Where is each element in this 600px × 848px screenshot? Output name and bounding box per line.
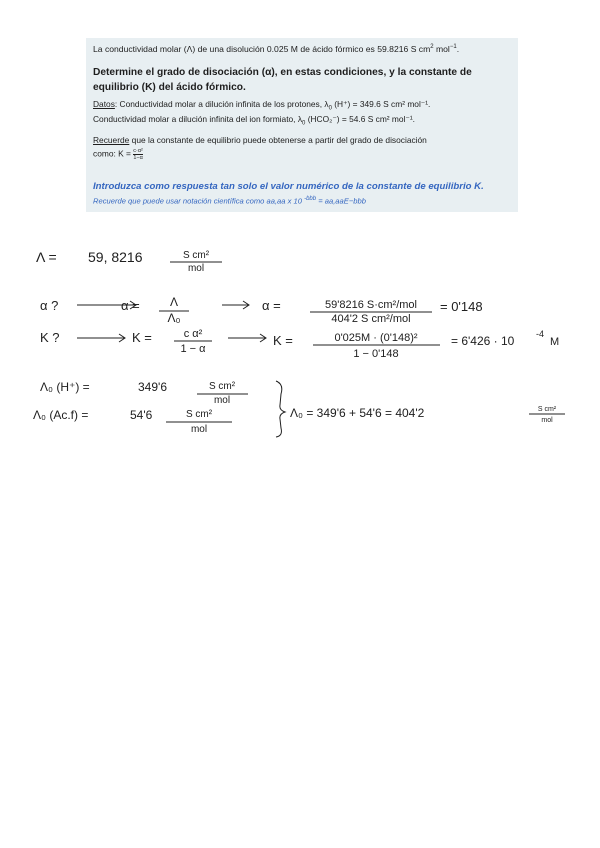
hw-k-result-unit: M bbox=[550, 336, 560, 348]
hw-k-result-exp: -4 bbox=[536, 329, 545, 339]
hw-k-num: c α² bbox=[183, 328, 203, 340]
hw-lambda0-f-value: 54'6 bbox=[130, 408, 153, 422]
hw-unit-num: S cm² bbox=[182, 250, 210, 261]
hw-k-calc-num: 0'025M · (0'148)² bbox=[334, 332, 418, 344]
hw-lambda-lhs: Λ = bbox=[36, 249, 57, 265]
hw-sum-unit-den: mol bbox=[541, 417, 553, 424]
answer-instruction: Introduzca como respuesta tan solo el valor numérico de la constante de equilibrio K. bbox=[93, 181, 484, 192]
hw-alpha-eq2: α = bbox=[262, 298, 281, 313]
hw-alpha-eq: α = bbox=[121, 298, 140, 313]
hw-alpha-calc-num: 59'8216 S·cm²/mol bbox=[325, 299, 417, 311]
hw-unit-den: mol bbox=[187, 263, 205, 274]
hw-sum-unit-num: S cm² bbox=[537, 406, 557, 413]
hw-k-den: 1 − α bbox=[180, 343, 206, 355]
hw-lambda0-f-unit-den: mol bbox=[190, 424, 208, 435]
k-formula-fraction: $\frac{\text{c·α²}}{1-\alpha}$ bbox=[133, 148, 143, 161]
recall-text: Recuerde que la constante de equilibrio puede obtenerse a partir del grado de disociación bbox=[93, 135, 427, 145]
hw-lambda0-h-lhs: Λ₀ (H⁺) = bbox=[40, 380, 90, 394]
hw-lambda0-h-unit-num: S cm² bbox=[208, 381, 236, 392]
data-line-protons: Datos: Conductividad molar a dilución infinita de los protones, $\lambda_0$ (H⁺) = 349.6 S cm² mol⁻¹. bbox=[93, 99, 431, 112]
hw-lambda0-f-unit-num: S cm² bbox=[185, 409, 213, 420]
hw-k-calc-den: 1 − 0'148 bbox=[353, 348, 399, 360]
hw-lambda0-h-unit-den: mol bbox=[213, 395, 231, 406]
hw-alpha-num: Λ bbox=[169, 295, 179, 309]
hw-lambda-value: 59, 8216 bbox=[88, 249, 143, 265]
hw-k-question: K ? bbox=[40, 330, 60, 345]
hw-lambda0-sum: Λ₀ = 349'6 + 54'6 = 404'2 bbox=[290, 406, 425, 420]
hw-alpha-question: α ? bbox=[40, 298, 59, 313]
recall-formula: como: K = $\frac{\text{c·α²}}{1-\alpha}$ bbox=[93, 148, 143, 161]
hw-alpha-den: Λ₀ bbox=[167, 311, 181, 325]
hw-alpha-calc-den: 404'2 S cm²/mol bbox=[331, 313, 411, 325]
hw-k-result: = 6'426 · 10 bbox=[451, 334, 515, 348]
data-line-formate: Conductividad molar a dilución infinita del ion formiato, $\lambda_0$ (HCO₂⁻) = 54.6 S cm² mol⁻¹. bbox=[93, 114, 415, 127]
problem-statement: La conductividad molar (Λ) de una disolución 0.025 M de ácido fórmico es 59.8216 S $cm^2$ mol$^{-1}$. bbox=[93, 44, 460, 54]
hw-lambda0-h-value: 349'6 bbox=[138, 380, 167, 394]
hw-k-eq2: K = bbox=[273, 333, 293, 348]
problem-question: Determine el grado de disociación (α), en estas condiciones, y la constante de equilibrio (K) del ácido fórmico. bbox=[93, 67, 472, 93]
hw-alpha-result: = 0'148 bbox=[440, 299, 483, 314]
hw-lambda0-f-lhs: Λ₀ (Ac.f) = bbox=[33, 408, 89, 422]
hw-k-eq: K = bbox=[132, 330, 152, 345]
scientific-notation-hint: Recuerde que puede usar notación científica como aa,aa x 10 $^{-bbb}$ = aa,aaE−bbb bbox=[93, 196, 366, 206]
